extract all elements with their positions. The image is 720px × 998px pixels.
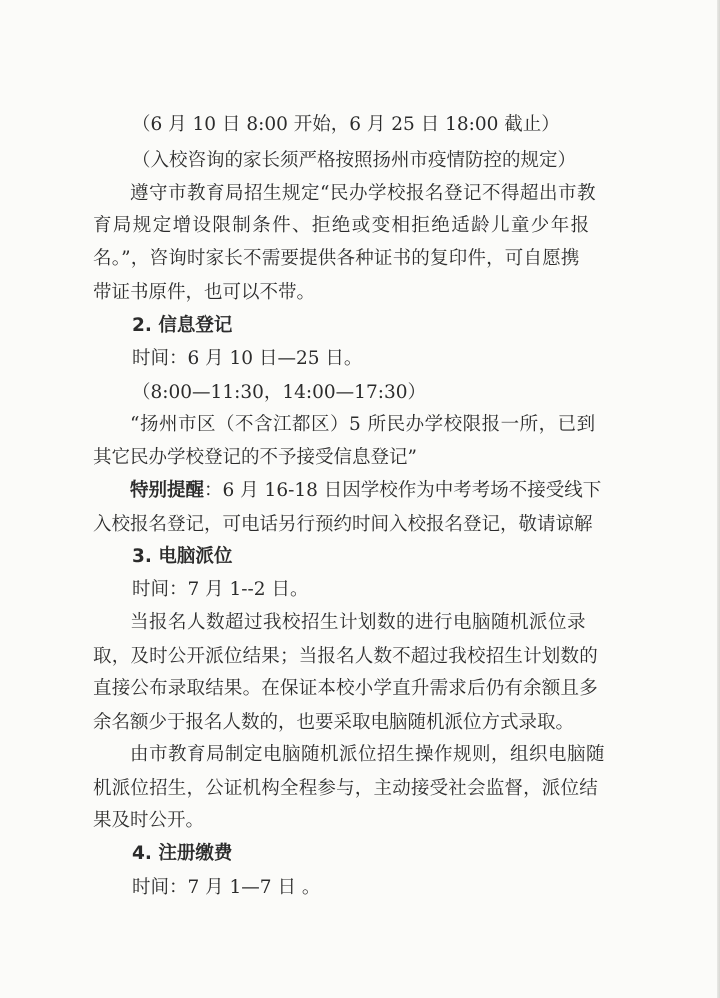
text-line: （6 月 10 日 8:00 开始，6 月 25 日 18:00 截止）: [132, 114, 560, 135]
text-line: 余名额少于报名人数的，也要采取电脑随机派位方式录取。: [93, 712, 575, 733]
text-line: （入校咨询的家长须严格按照扬州市疫情防控的规定）: [132, 150, 577, 171]
text-line: “扬州市区（不含江都区）5 所民办学校限报一所，已到: [130, 414, 596, 435]
section-heading: 2. 信息登记: [132, 315, 233, 336]
text-line: 时间：7 月 1--2 日。: [132, 579, 309, 600]
text-line: [130, 480, 601, 502]
text-line: 当报名人数超过我校招生计划数的进行电脑随机派位录: [130, 612, 587, 633]
text-line: 直接公布录取结果。在保证本校小学直升需求后仍有余额且多: [93, 678, 598, 699]
section-heading: 3. 电脑派位: [132, 546, 233, 567]
text-line: 时间：7 月 1—7 日 。: [132, 877, 321, 898]
text-line: 机派位招生，公证机构全程参与，主动接受社会监督，派位结: [93, 778, 598, 799]
text-line: （8:00—11:30，14:00—17:30）: [132, 382, 426, 403]
notice-text: ：6 月 16-18 日因学校作为中考考场不接受线下: [204, 480, 602, 501]
text-line: 遵守市教育局招生规定“民办学校报名登记不得超出市教: [130, 183, 596, 204]
notice-label: 特别提醒: [130, 480, 205, 501]
text-line: 带证书原件，也可以不带。: [93, 282, 316, 303]
section-heading: 4. 注册缴费: [132, 843, 233, 864]
text-line: 育局规定增设限制条件、拒绝或变相拒绝适龄儿童少年报: [93, 215, 591, 236]
text-line: 其它民办学校登记的不予接受信息登记”: [93, 447, 417, 468]
text-line: 由市教育局制定电脑随机派位招生操作规则，组织电脑随: [130, 744, 606, 765]
text-line: 果及时公开。: [93, 810, 205, 831]
text-line: 取，及时公开派位结果；当报名人数不超过我校招生计划数的: [93, 646, 598, 667]
text-line: 时间：6 月 10 日—25 日。: [132, 348, 363, 369]
text-line: 名。”，咨询时家长不需要提供各种证书的复印件，可自愿携: [93, 248, 580, 269]
text-line: 入校报名登记，可电话另行预约时间入校报名登记，敬请谅解: [93, 514, 593, 535]
